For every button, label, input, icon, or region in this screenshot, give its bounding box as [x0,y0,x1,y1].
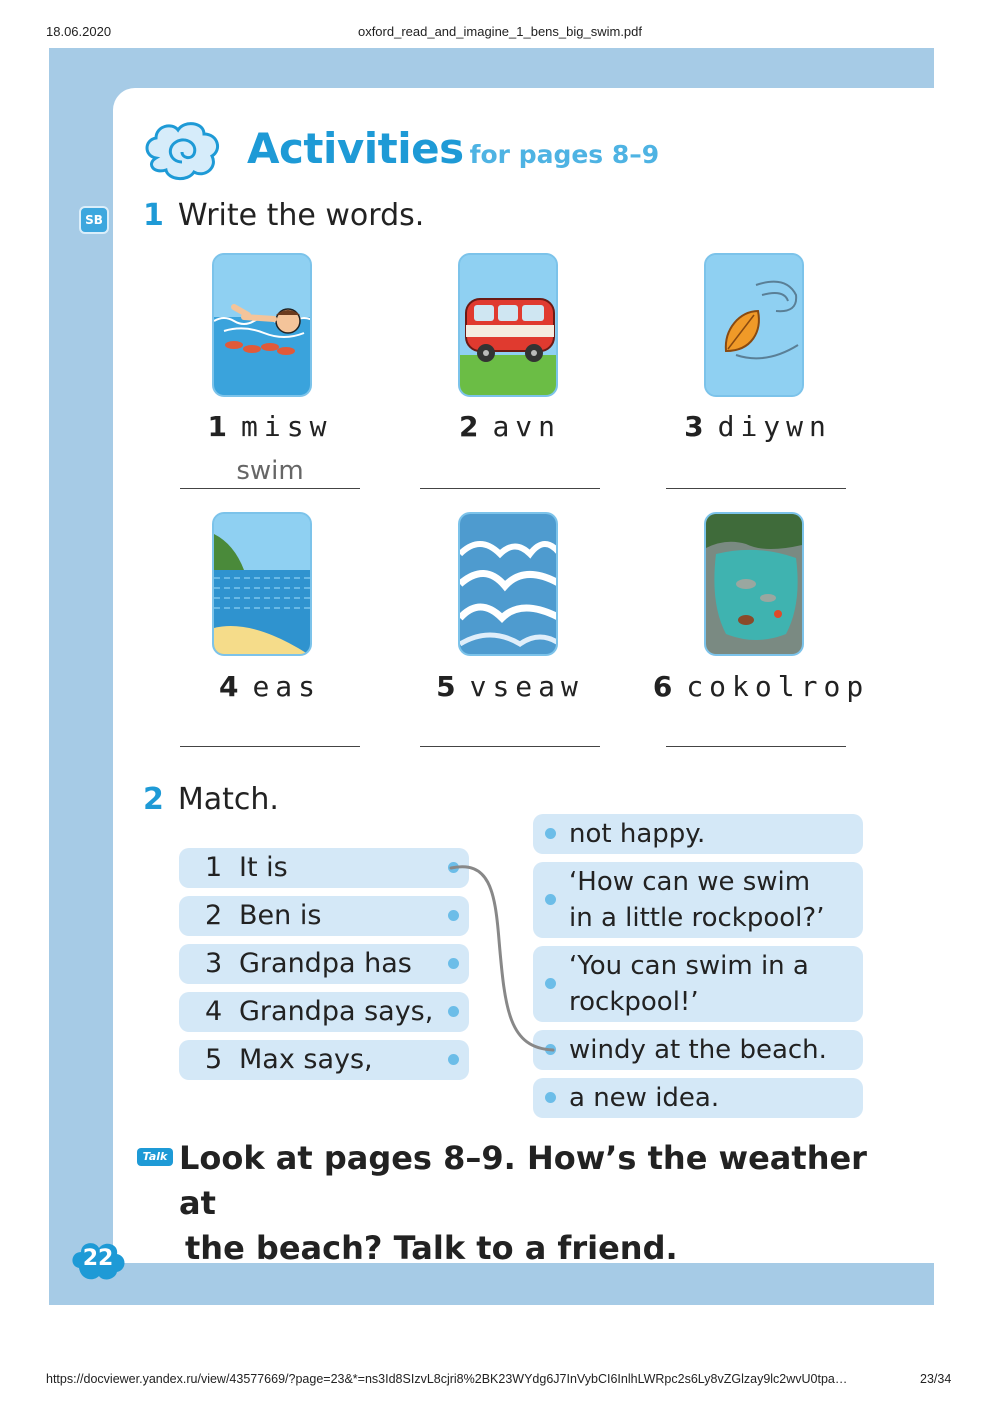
sb-badge: SB [79,206,109,234]
match-right-4[interactable]: windy at the beach. [533,1030,863,1070]
talk-badge: Talk [137,1148,173,1166]
answer-line-6[interactable] [666,746,846,747]
match-right-3[interactable]: ‘You can swim in a rockpool!’ [533,946,863,1022]
match-left-2[interactable]: 2 Ben is [179,896,469,936]
match-left-3[interactable]: 3 Grandpa has [179,944,469,984]
activity2-heading: 2 Match. [143,782,279,817]
cloud-swirl-icon [142,118,224,182]
page-title [247,124,659,173]
workbook-page [49,48,934,1305]
sea-icon [212,512,312,656]
page-number: 22 [82,1246,114,1271]
print-date: 18.06.2020 [46,24,112,39]
match-left-1[interactable]: 1 It is [179,848,469,888]
rockpool-icon [704,512,804,656]
clue-3: 3 diywn [684,410,832,443]
answer-line-3[interactable] [666,488,846,489]
clue-1: 1 misw [207,410,333,443]
title-main: Activities [247,124,464,173]
title-sub: for pages 8–9 [469,140,660,169]
clue-4: 4 eas [218,670,322,703]
clue-5: 5 vseaw [436,670,584,703]
print-page-count: 23/34 [920,1372,952,1386]
clue-6: 6 cokolrop [652,670,870,703]
waves-icon [458,512,558,656]
match-left-4[interactable]: 4 Grandpa says, [179,992,469,1032]
print-filename: oxford_read_and_imagine_1_bens_big_swim.pdf [357,24,643,39]
answer-1[interactable]: swim [236,456,304,486]
match-dot[interactable] [545,828,556,839]
windy-leaf-icon [704,253,804,397]
answer-line-4[interactable] [180,746,360,747]
talk-prompt: Look at pages 8–9. How’s the weather at the beach? Talk to a friend. [179,1139,867,1267]
match-right-1[interactable]: not happy. [533,814,863,854]
match-right-5[interactable]: a new idea. [533,1078,863,1118]
answer-line-1[interactable] [180,488,360,489]
match-dot[interactable] [545,1092,556,1103]
match-left-5[interactable]: 5 Max says, [179,1040,469,1080]
van-icon [458,253,558,397]
swimmer-icon [212,253,312,397]
match-example-line [449,860,559,1060]
page-number-badge [69,1238,127,1282]
match-right-2[interactable]: ‘How can we swim in a little rockpool?’ [533,862,863,938]
answer-line-5[interactable] [420,746,600,747]
answer-line-2[interactable] [420,488,600,489]
print-url: https://docviewer.yandex.ru/view/43577669/?page=23&*=ns3Id8SIzvL8cjri8%2BK23WYdg6J7InVybCI6InlhLWRpc2s6Ly8vZGlzay9lc2wvU0tpa… [46,1372,848,1386]
activity1-heading: 1 Write the words. [143,198,425,233]
clue-2: 2 avn [458,410,562,443]
